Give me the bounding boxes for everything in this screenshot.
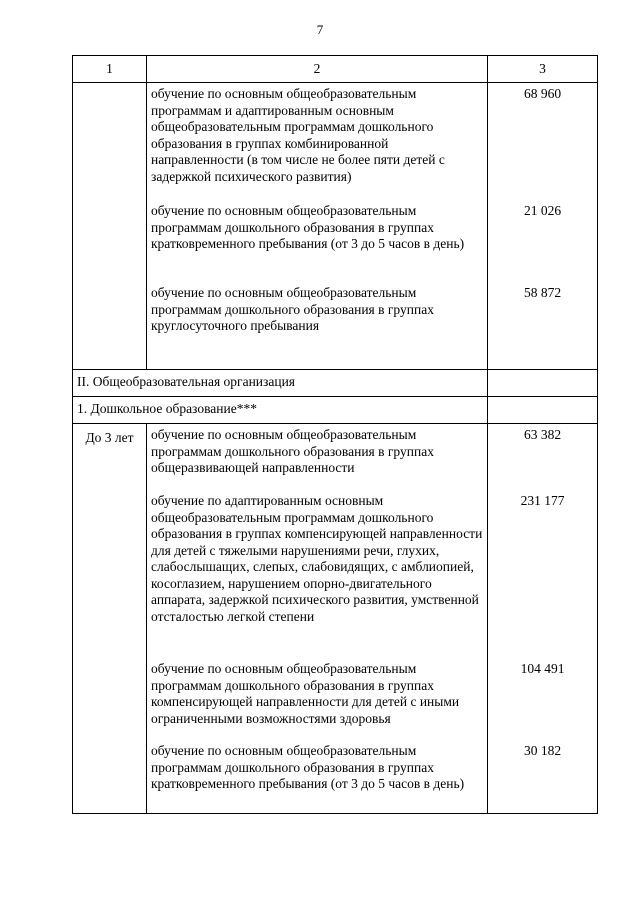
table-row — [73, 424, 598, 814]
section-heading: II. Общеобразовательная организация — [73, 370, 488, 397]
column-header: 2 — [147, 56, 488, 83]
list-item: обучение по основным общеобразовательным программам дошкольного образования в группах общеразвивающей направленности — [151, 427, 434, 475]
amount-value: 63 382 — [523, 427, 562, 442]
tariff-table — [72, 55, 598, 814]
list-item: обучение по основным общеобразовательным программам дошкольного образования в группах кратковременного пребывания (от 3 до 5 часов в день) — [151, 743, 465, 791]
list-item: обучение по основным общеобразовательным программам дошкольного образования в группах компенсирующей направленности для детей с иными ограниченными возможностями здоровья — [151, 661, 460, 726]
amount-value: 231 177 — [520, 493, 565, 508]
list-item: обучение по адаптированным основным общеобразовательным программам дошкольного образования в группах компенсирующей направленности для детей с тяжелыми нарушениями речи, глухих, слабослышащих, слепых, слабовидящих, с амблиопией, косоглазием, нарушением опорно-двигательного аппарата, задержкой психического развития, умственной отсталостью легкой степени — [151, 493, 483, 624]
age-cell — [73, 83, 147, 370]
amount-value: 104 491 — [520, 661, 565, 676]
value-cell — [488, 424, 598, 814]
amount-value: 68 960 — [523, 86, 562, 101]
amount-value: 58 872 — [523, 285, 562, 300]
column-header: 3 — [488, 56, 598, 83]
description-cell — [147, 83, 488, 370]
column-header: 1 — [73, 56, 147, 83]
table-row — [73, 370, 598, 397]
table-row — [73, 83, 598, 370]
list-item: обучение по основным общеобразовательным программам и адаптированным основным общеобразовательным программам дошкольного образования в группах комбинированной направленности (в том числе не более пяти детей с задержкой психического развития) — [151, 86, 445, 184]
list-item: обучение по основным общеобразовательным программам дошкольного образования в группах кратковременного пребывания (от 3 до 5 часов в день) — [151, 203, 465, 251]
table-row — [73, 397, 598, 424]
list-item: обучение по основным общеобразовательным программам дошкольного образования в группах круглосуточного пребывания — [151, 285, 434, 333]
page-number: 7 — [316, 22, 324, 37]
value-cell — [488, 83, 598, 370]
amount-value: 21 026 — [523, 203, 562, 218]
table-header-row — [73, 56, 598, 83]
description-cell — [147, 424, 488, 814]
age-cell: До 3 лет — [73, 424, 147, 814]
amount-value: 30 182 — [523, 743, 562, 758]
section-heading: 1. Дошкольное образование*** — [73, 397, 488, 424]
